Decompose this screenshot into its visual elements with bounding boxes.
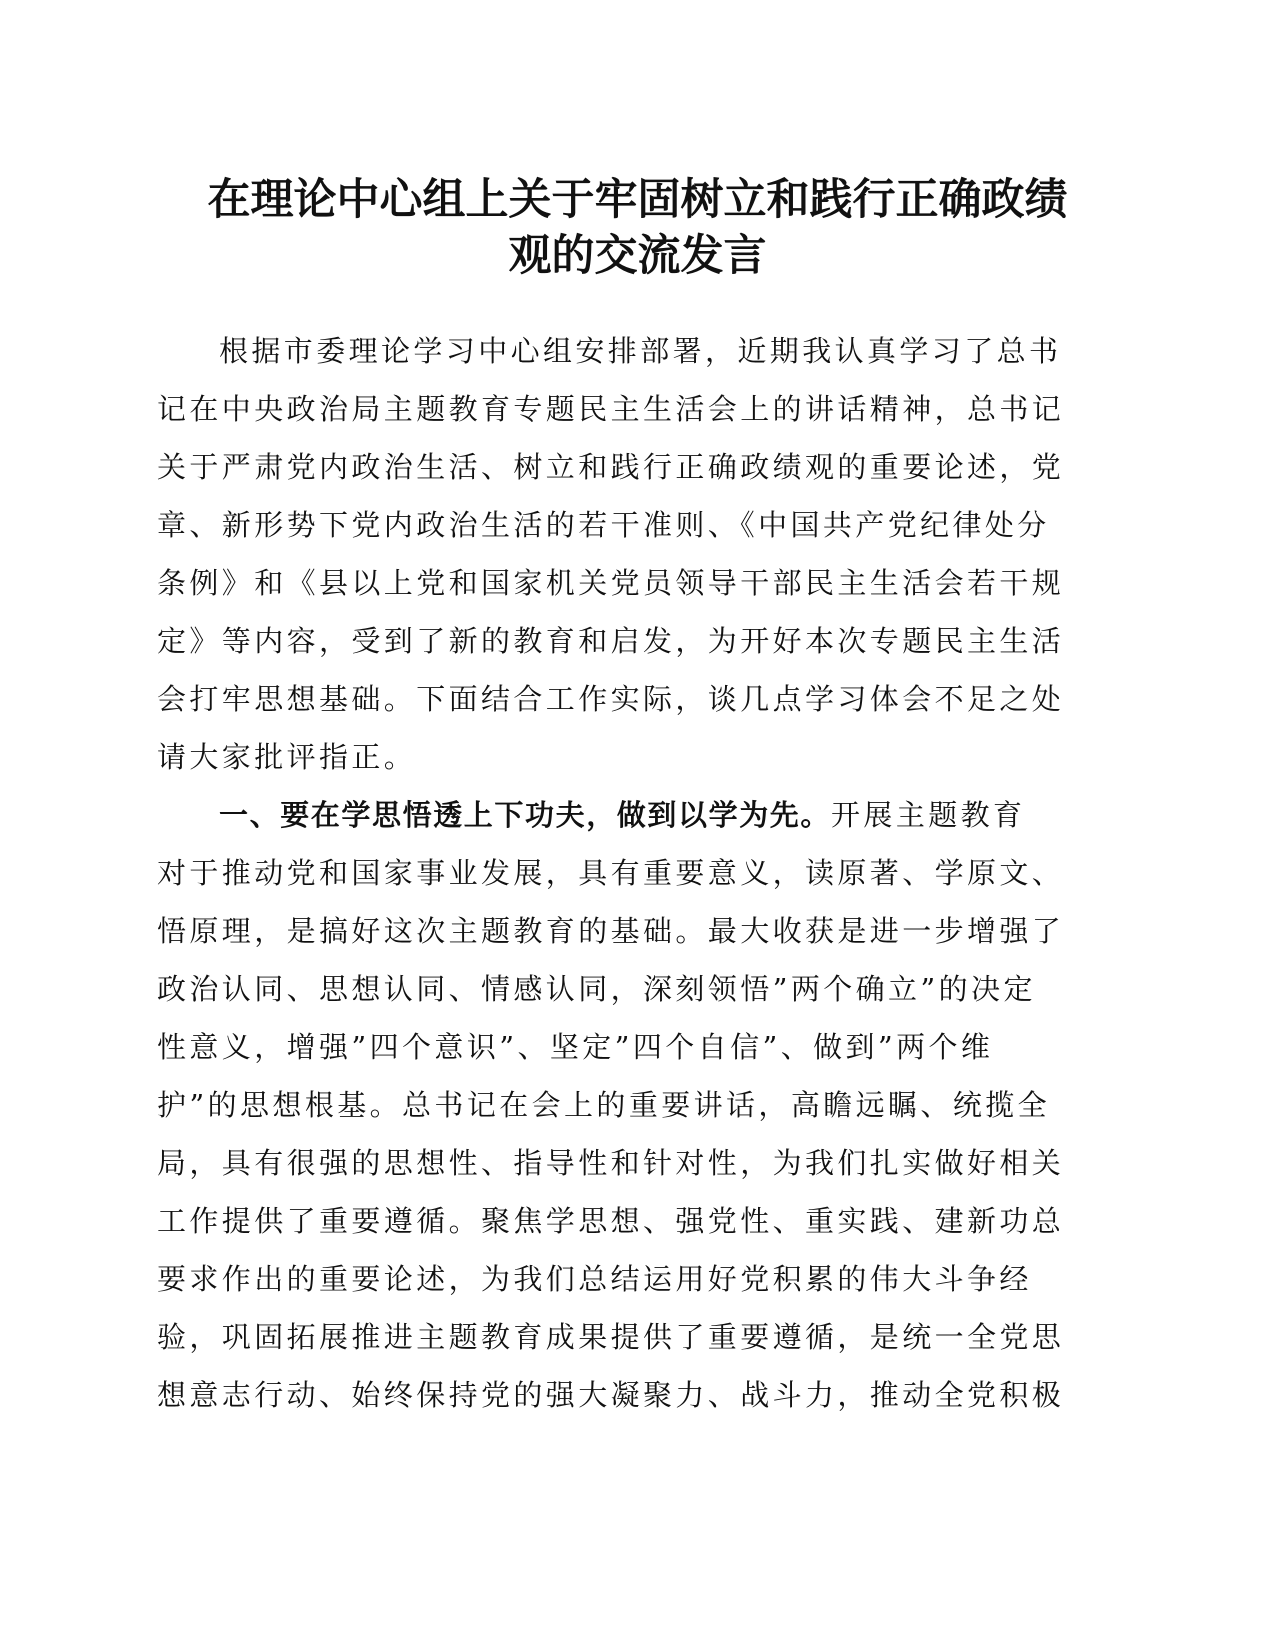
paragraph-line: 验，巩固拓展推进主题教育成果提供了重要遵循，是统一全党思 <box>157 1320 1065 1354</box>
paragraph-line: 关于严肃党内政治生活、树立和践行正确政绩观的重要论述，党 <box>157 450 1065 484</box>
paragraph-line: 定》等内容，受到了新的教育和启发，为开好本次专题民主生活 <box>157 624 1065 658</box>
paragraph-line: 护”的思想根基。总书记在会上的重要讲话，高瞻远瞩、统揽全 <box>157 1088 1051 1122</box>
paragraph-line: 请大家批评指正。 <box>157 740 417 774</box>
paragraph-line: 工作提供了重要遵循。聚焦学思想、强党性、重实践、建新功总 <box>157 1204 1065 1238</box>
paragraph-line: 对于推动党和国家事业发展，具有重要意义，读原著、学原文、 <box>157 856 1065 890</box>
title-line-1: 在理论中心组上关于牢固树立和践行正确政绩 <box>207 175 1068 225</box>
paragraph-line: 根据市委理论学习中心组安排部署，近期我认真学习了总书 <box>219 334 1062 368</box>
paragraph-line: 记在中央政治局主题教育专题民主生活会上的讲话精神，总书记 <box>157 392 1065 426</box>
paragraph-line: 会打牢思想基础。下面结合工作实际，谈几点学习体会不足之处 <box>157 682 1065 716</box>
paragraph-line: 性意义，增强”四个意识”、坚定”四个自信”、做到”两个维 <box>157 1030 994 1064</box>
section-1-heading: 一、要在学思悟透上下功夫，做到以学为先。 <box>219 798 832 832</box>
paragraph-line: 章、新形势下党内政治生活的若干准则、《中国共产党纪律处分 <box>157 508 1050 542</box>
paragraph-line: 条例》和《县以上党和国家机关党员领导干部民主生活会若干规 <box>157 566 1065 600</box>
title-line-2: 观的交流发言 <box>508 231 767 281</box>
paragraph-line: 政治认同、思想认同、情感认同，深刻领悟”两个确立”的决定 <box>157 972 1036 1006</box>
document-title <box>150 172 1125 284</box>
section-1-paragraph <box>157 786 1087 1424</box>
paragraph-line: 想意志行动、始终保持党的强大凝聚力、战斗力，推动全党积极 <box>157 1378 1065 1412</box>
section-1-first-line-text: 开展主题教育 <box>831 798 1026 832</box>
paragraph-line: 要求作出的重要论述，为我们总结运用好党积累的伟大斗争经 <box>157 1262 1032 1296</box>
intro-paragraph <box>157 322 1087 786</box>
section-1-first-line <box>157 786 1087 844</box>
paragraph-line: 局，具有很强的思想性、指导性和针对性，为我们扎实做好相关 <box>157 1146 1065 1180</box>
paragraph-line: 悟原理，是搞好这次主题教育的基础。最大收获是进一步增强了 <box>157 914 1065 948</box>
document-body <box>157 322 1087 1424</box>
